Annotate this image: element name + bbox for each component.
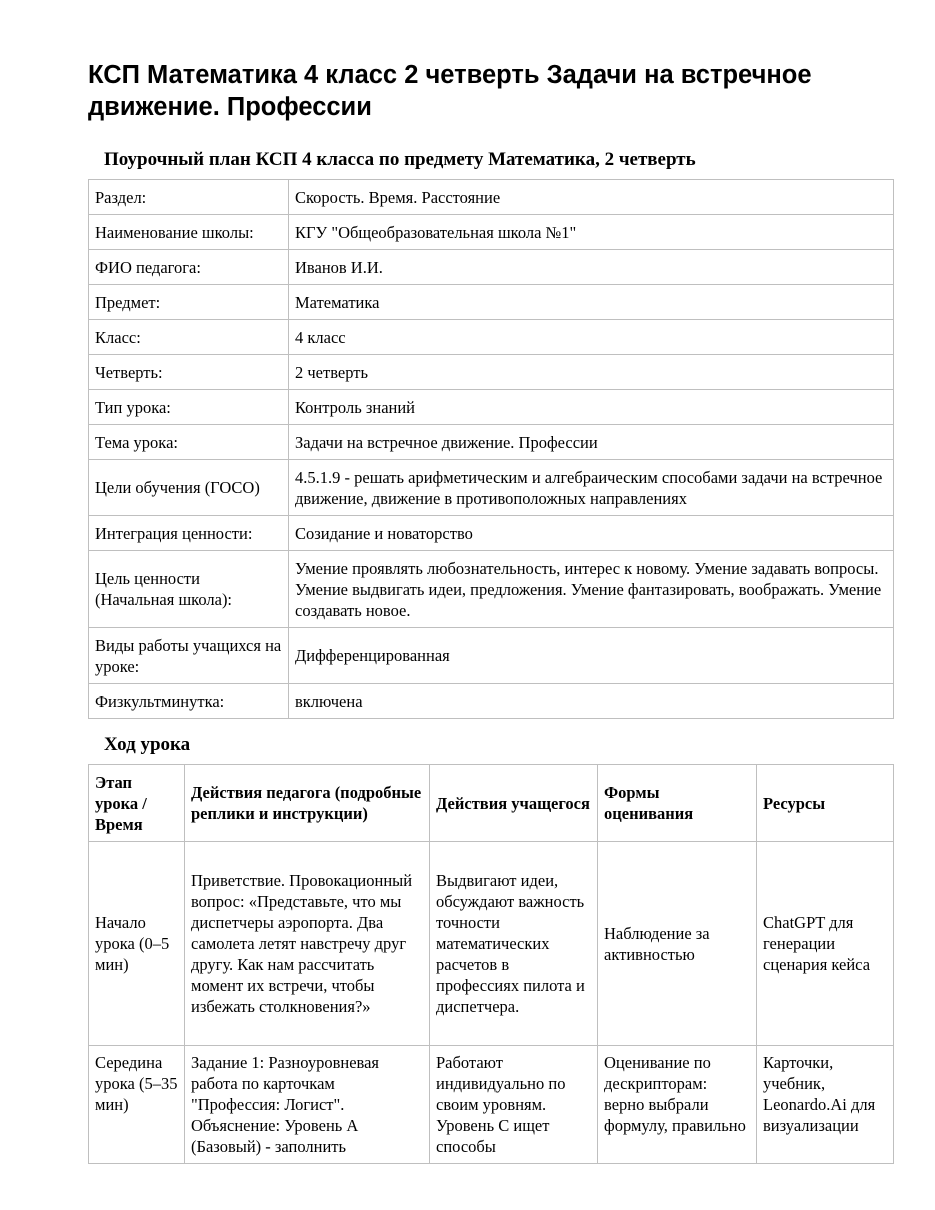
lesson-row bbox=[89, 842, 894, 1046]
plan-value: Созидание и новаторство bbox=[289, 516, 894, 551]
plan-label: Раздел: bbox=[89, 180, 289, 215]
plan-label: Тема урока: bbox=[89, 425, 289, 460]
student-cell: Выдвигают идеи, обсуждают важность точности математических расчетов в профессиях пилота и диспетчера. bbox=[430, 842, 598, 1046]
resources-text: Карточки, учебник, Leonardo.Ai для визуализации bbox=[763, 1053, 876, 1135]
header-stage: Этап урока / Время bbox=[89, 765, 185, 842]
plan-label: Виды работы учащихся на уроке: bbox=[89, 628, 289, 684]
teacher-cell bbox=[185, 1046, 430, 1164]
plan-row bbox=[89, 425, 894, 460]
plan-row bbox=[89, 390, 894, 425]
plan-label: Цели обучения (ГОСО) bbox=[89, 460, 289, 516]
plan-table bbox=[88, 179, 894, 719]
plan-label: Интеграция ценности: bbox=[89, 516, 289, 551]
header-student-actions: Действия учащегося bbox=[430, 765, 598, 842]
plan-row bbox=[89, 215, 894, 250]
plan-row bbox=[89, 516, 894, 551]
resources-cell: ChatGPT для генерации сценария кейса bbox=[757, 842, 894, 1046]
assessment-cell: Наблюдение за активностью bbox=[598, 842, 757, 1046]
plan-value: Математика bbox=[289, 285, 894, 320]
plan-row bbox=[89, 628, 894, 684]
plan-value: Дифференцированная bbox=[289, 628, 894, 684]
plan-row bbox=[89, 285, 894, 320]
plan-row bbox=[89, 320, 894, 355]
plan-row bbox=[89, 460, 894, 516]
plan-row bbox=[89, 355, 894, 390]
plan-value: 4.5.1.9 - решать арифметическим и алгебраическим способами задачи на встречное движение, движение в противоположных направлениях bbox=[289, 460, 894, 516]
plan-label: Наименование школы: bbox=[89, 215, 289, 250]
plan-label: Цель ценности (Начальная школа): bbox=[89, 551, 289, 628]
teacher-cell: Приветствие. Провокационный вопрос: «Представьте, что мы диспетчеры аэропорта. Два самолета летят навстречу друг другу. Как нам рассчитать момент их встречи, чтобы избежать столкновения?» bbox=[185, 842, 430, 1046]
lesson-row bbox=[89, 1046, 894, 1164]
student-cell bbox=[430, 1046, 598, 1164]
plan-label: Предмет: bbox=[89, 285, 289, 320]
stage-text: Середина урока (5–35 мин) bbox=[95, 1053, 178, 1114]
stage-cell: Начало урока (0–5 мин) bbox=[89, 842, 185, 1046]
teacher-text: Задание 1: Разноуровневая работа по карточкам "Профессия: Логист". Объяснение: Уровень А (Базовый) - заполнить bbox=[191, 1053, 380, 1156]
plan-row bbox=[89, 250, 894, 285]
plan-label: ФИО педагога: bbox=[89, 250, 289, 285]
plan-row bbox=[89, 684, 894, 719]
lesson-header-row bbox=[89, 765, 894, 842]
resources-cell bbox=[757, 1046, 894, 1164]
student-text: Работают индивидуально по своим уровням. Уровень С ищет способы bbox=[436, 1053, 566, 1156]
plan-value: 2 четверть bbox=[289, 355, 894, 390]
plan-value: КГУ "Общеобразовательная школа №1" bbox=[289, 215, 894, 250]
header-resources: Ресурсы bbox=[757, 765, 894, 842]
plan-value: 4 класс bbox=[289, 320, 894, 355]
assessment-text: Оценивание по дескрипторам: верно выбрали формулу, правильно bbox=[604, 1053, 746, 1135]
lesson-table bbox=[88, 764, 894, 1164]
header-assessment: Формы оценивания bbox=[598, 765, 757, 842]
plan-row bbox=[89, 180, 894, 215]
plan-value: Контроль знаний bbox=[289, 390, 894, 425]
plan-heading: Поурочный план КСП 4 класса по предмету Математика, 2 четверть bbox=[104, 149, 696, 170]
plan-label: Класс: bbox=[89, 320, 289, 355]
stage-cell bbox=[89, 1046, 185, 1164]
plan-value: Скорость. Время. Расстояние bbox=[289, 180, 894, 215]
lesson-heading: Ход урока bbox=[104, 734, 191, 755]
plan-label: Физкультминутка: bbox=[89, 684, 289, 719]
header-teacher-actions: Действия педагога (подробные реплики и инструкции) bbox=[185, 765, 430, 842]
document-title: КСП Математика 4 класс 2 четверть Задачи на встречное движение. Профессии bbox=[88, 61, 812, 121]
assessment-cell bbox=[598, 1046, 757, 1164]
plan-label: Тип урока: bbox=[89, 390, 289, 425]
plan-row bbox=[89, 551, 894, 628]
plan-label: Четверть: bbox=[89, 355, 289, 390]
plan-value: включена bbox=[289, 684, 894, 719]
plan-value: Иванов И.И. bbox=[289, 250, 894, 285]
plan-value: Задачи на встречное движение. Профессии bbox=[289, 425, 894, 460]
plan-value: Умение проявлять любознательность, интерес к новому. Умение задавать вопросы. Умение выдвигать идеи, предложения. Умение фантазировать, воображать. Умение создавать новое. bbox=[289, 551, 894, 628]
